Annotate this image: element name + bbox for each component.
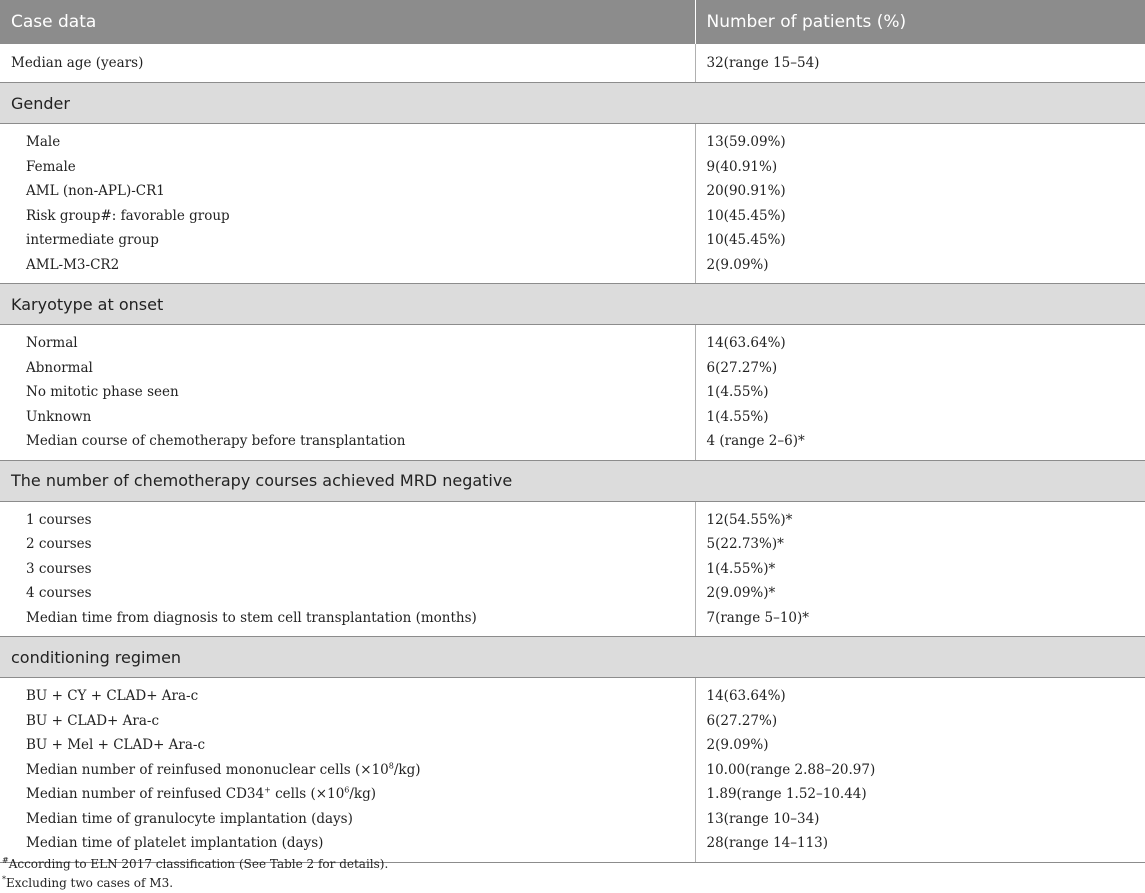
table-row bbox=[0, 709, 1145, 734]
label-text: /kg) bbox=[393, 761, 421, 778]
table-row bbox=[0, 581, 1145, 606]
row-value: 13(range 10–34) bbox=[695, 807, 1145, 832]
row-label: Normal bbox=[26, 335, 78, 352]
section-title: Karyotype at onset bbox=[0, 284, 1145, 325]
section-title: The number of chemotherapy courses achieved MRD negative bbox=[0, 460, 1145, 501]
table-row bbox=[0, 228, 1145, 253]
table-row bbox=[0, 501, 1145, 532]
section-header-karyotype bbox=[0, 284, 1145, 325]
row-value: 2(9.09%)* bbox=[695, 581, 1145, 606]
row-label: AML (non-APL)-CR1 bbox=[26, 183, 165, 200]
row-value: 28(range 14–113) bbox=[695, 831, 1145, 862]
section-header-chemotherapy-courses bbox=[0, 460, 1145, 501]
column-header-case-data: Case data bbox=[0, 0, 695, 44]
table-row bbox=[0, 733, 1145, 758]
footnotes bbox=[2, 855, 388, 893]
row-label: Median course of chemotherapy before transplantation bbox=[0, 429, 695, 460]
footnote-text: According to ELN 2017 classification (See Table 2 for details). bbox=[8, 857, 389, 871]
row-label: BU + CLAD+ Ara-c bbox=[26, 712, 160, 729]
table-row bbox=[0, 532, 1145, 557]
row-value: 1(4.55%)* bbox=[695, 557, 1145, 582]
section-title: Gender bbox=[0, 83, 1145, 124]
row-label: Median age (years) bbox=[0, 44, 695, 83]
section-header-gender bbox=[0, 83, 1145, 124]
section-header-conditioning-regimen bbox=[0, 637, 1145, 678]
table-row bbox=[0, 429, 1145, 460]
table-row bbox=[0, 678, 1145, 709]
table-row bbox=[0, 253, 1145, 284]
row-label: 3 courses bbox=[26, 560, 92, 577]
section-title: conditioning regimen bbox=[0, 637, 1145, 678]
footnote-mark: * bbox=[2, 875, 6, 884]
row-value: 13(59.09%) bbox=[695, 124, 1145, 155]
row-value: 20(90.91%) bbox=[695, 179, 1145, 204]
row-value: 1.89(range 1.52–10.44) bbox=[695, 782, 1145, 807]
table-row bbox=[0, 155, 1145, 180]
row-label bbox=[0, 782, 695, 807]
label-text: /kg) bbox=[349, 786, 377, 803]
footnote-risk-group bbox=[2, 855, 388, 874]
table-row bbox=[0, 380, 1145, 405]
row-value: 10(45.45%) bbox=[695, 228, 1145, 253]
column-header-number-of-patients: Number of patients (%) bbox=[695, 0, 1145, 44]
table-row bbox=[0, 782, 1145, 807]
label-text: Median number of reinfused CD34 bbox=[26, 786, 265, 803]
row-value: 5(22.73%)* bbox=[695, 532, 1145, 557]
table-header-row bbox=[0, 0, 1145, 44]
superscript: 6 bbox=[344, 785, 350, 795]
row-label: intermediate group bbox=[26, 232, 159, 249]
table-row bbox=[0, 557, 1145, 582]
footnote-excluding-m3 bbox=[2, 874, 388, 893]
table-row bbox=[0, 325, 1145, 356]
table-row bbox=[0, 44, 1145, 83]
table-row bbox=[0, 758, 1145, 783]
row-label: 2 courses bbox=[26, 536, 92, 553]
row-label: Median time of platelet implantation (days) bbox=[0, 831, 695, 862]
table-row bbox=[0, 204, 1145, 229]
row-value: 10.00(range 2.88–20.97) bbox=[695, 758, 1145, 783]
row-value: 1(4.55%) bbox=[695, 405, 1145, 430]
table-row bbox=[0, 807, 1145, 832]
superscript: 8 bbox=[388, 761, 394, 771]
row-value: 2(9.09%) bbox=[695, 733, 1145, 758]
table-row bbox=[0, 124, 1145, 155]
row-value: 1(4.55%) bbox=[695, 380, 1145, 405]
row-value: 6(27.27%) bbox=[695, 709, 1145, 734]
row-label: Male bbox=[26, 134, 61, 151]
label-text: Median number of reinfused mononuclear cells (×10 bbox=[26, 761, 389, 778]
table-row bbox=[0, 356, 1145, 381]
row-label: Median time of granulocyte implantation (days) bbox=[26, 810, 353, 827]
row-label: Unknown bbox=[26, 408, 92, 425]
row-label: BU + CY + CLAD+ Ara-c bbox=[26, 688, 199, 705]
superscript: + bbox=[264, 785, 271, 795]
row-label: Median time from diagnosis to stem cell transplantation (months) bbox=[0, 606, 695, 637]
row-label bbox=[0, 758, 695, 783]
row-value: 12(54.55%)* bbox=[695, 501, 1145, 532]
row-label: AML-M3-CR2 bbox=[0, 253, 695, 284]
row-label: 1 courses bbox=[26, 511, 92, 528]
table-row bbox=[0, 179, 1145, 204]
footnote-text: Excluding two cases of M3. bbox=[6, 876, 174, 890]
row-label: No mitotic phase seen bbox=[26, 384, 179, 401]
row-value: 4 (range 2–6)* bbox=[695, 429, 1145, 460]
row-value: 32(range 15–54) bbox=[695, 44, 1145, 83]
label-text: cells (×10 bbox=[270, 786, 345, 803]
table-row bbox=[0, 606, 1145, 637]
row-label: Abnormal bbox=[26, 359, 93, 376]
row-value: 7(range 5–10)* bbox=[695, 606, 1145, 637]
row-label: BU + Mel + CLAD+ Ara-c bbox=[26, 737, 206, 754]
row-value: 14(63.64%) bbox=[695, 678, 1145, 709]
row-label: Risk group#: favorable group bbox=[26, 207, 230, 224]
row-label: Female bbox=[26, 158, 76, 175]
footnote-mark: # bbox=[2, 856, 9, 865]
table-row bbox=[0, 405, 1145, 430]
row-value: 10(45.45%) bbox=[695, 204, 1145, 229]
row-value: 14(63.64%) bbox=[695, 325, 1145, 356]
row-value: 2(9.09%) bbox=[695, 253, 1145, 284]
row-label: 4 courses bbox=[26, 585, 92, 602]
row-value: 6(27.27%) bbox=[695, 356, 1145, 381]
row-value: 9(40.91%) bbox=[695, 155, 1145, 180]
